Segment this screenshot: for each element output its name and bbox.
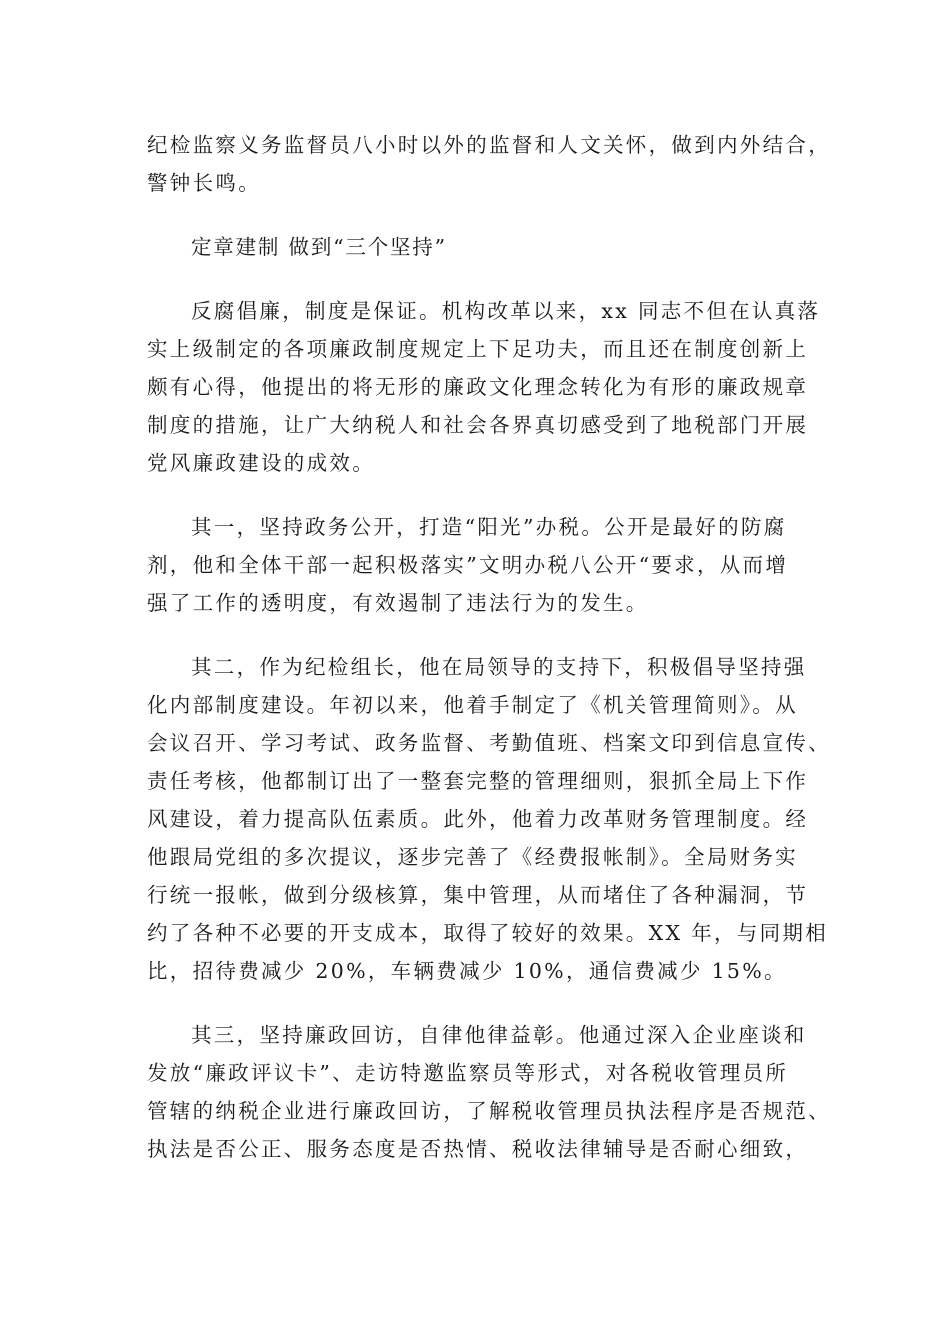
text-line: 责任考核，他都制订出了一整套完整的管理细则，狠抓全局上下作 bbox=[147, 769, 809, 793]
paragraph-continuation bbox=[147, 126, 831, 202]
text-line: 发放“廉政评议卡”、走访特邀监察员等形式，对各税收管理员所 bbox=[147, 1061, 789, 1085]
text-line: 约了各种不必要的开支成本，取得了较好的效果。XX 年，与同期相 bbox=[147, 921, 829, 945]
section-heading bbox=[147, 228, 807, 266]
text-line: 定章建制 做到“三个坚持” bbox=[191, 235, 447, 259]
paragraph-first-point bbox=[147, 508, 807, 622]
text-line: 实上级制定的各项廉政制度规定上下足功夫，而且还在制度创新上 bbox=[147, 337, 809, 361]
text-line: 党风廉政建设的成效。 bbox=[147, 451, 375, 475]
text-line: 比，招待费减少 20%，车辆费减少 10%，通信费减少 15%。 bbox=[147, 959, 787, 983]
text-line: 其二，作为纪检组长，他在局领导的支持下，积极倡导坚持强 bbox=[191, 655, 807, 679]
text-line: 剂，他和全体干部一起积极落实”文明办税八公开“要求，从而增 bbox=[147, 553, 789, 577]
text-line: 强了工作的透明度，有效遏制了违法行为的发生。 bbox=[147, 591, 649, 615]
document-body bbox=[147, 126, 831, 1168]
text-line: 警钟长鸣。 bbox=[147, 171, 261, 195]
paragraph-intro bbox=[147, 292, 821, 482]
text-line: 颇有心得，他提出的将无形的廉政文化理念转化为有形的廉政规章 bbox=[147, 375, 809, 399]
text-line: 其三，坚持廉政回访，自律他律益彰。他通过深入企业座谈和 bbox=[191, 1023, 807, 1047]
text-line: 化内部制度建设。年初以来，他着手制定了《机关管理简则》。从 bbox=[147, 693, 798, 717]
text-line: 反腐倡廉，制度是保证。机构改革以来，xx 同志不但在认真落 bbox=[191, 299, 821, 323]
paragraph-second-point bbox=[147, 648, 831, 990]
text-line: 制度的措施，让广大纳税人和社会各界真切感受到了地税部门开展 bbox=[147, 413, 809, 437]
paragraph-third-point bbox=[147, 1016, 831, 1168]
text-line: 纪检监察义务监督员八小时以外的监督和人文关怀，做到内外结合， bbox=[147, 133, 831, 157]
text-line: 执法是否公正、服务态度是否热情、税收法律辅导是否耐心细致， bbox=[147, 1137, 809, 1161]
text-line: 管辖的纳税企业进行廉政回访，了解税收管理员执法程序是否规范、 bbox=[147, 1099, 831, 1123]
text-line: 他跟局党组的多次提议，逐步完善了《经费报帐制》。全局财务实 bbox=[147, 845, 798, 869]
text-line: 风建设，着力提高队伍素质。此外，他着力改革财务管理制度。经 bbox=[147, 807, 809, 831]
text-line: 其一，坚持政务公开，打造“阳光”办税。公开是最好的防腐 bbox=[191, 515, 787, 539]
text-line: 会议召开、学习考试、政务监督、考勤值班、档案文印到信息宣传、 bbox=[147, 731, 831, 755]
text-line: 行统一报帐，做到分级核算，集中管理，从而堵住了各种漏洞，节 bbox=[147, 883, 809, 907]
